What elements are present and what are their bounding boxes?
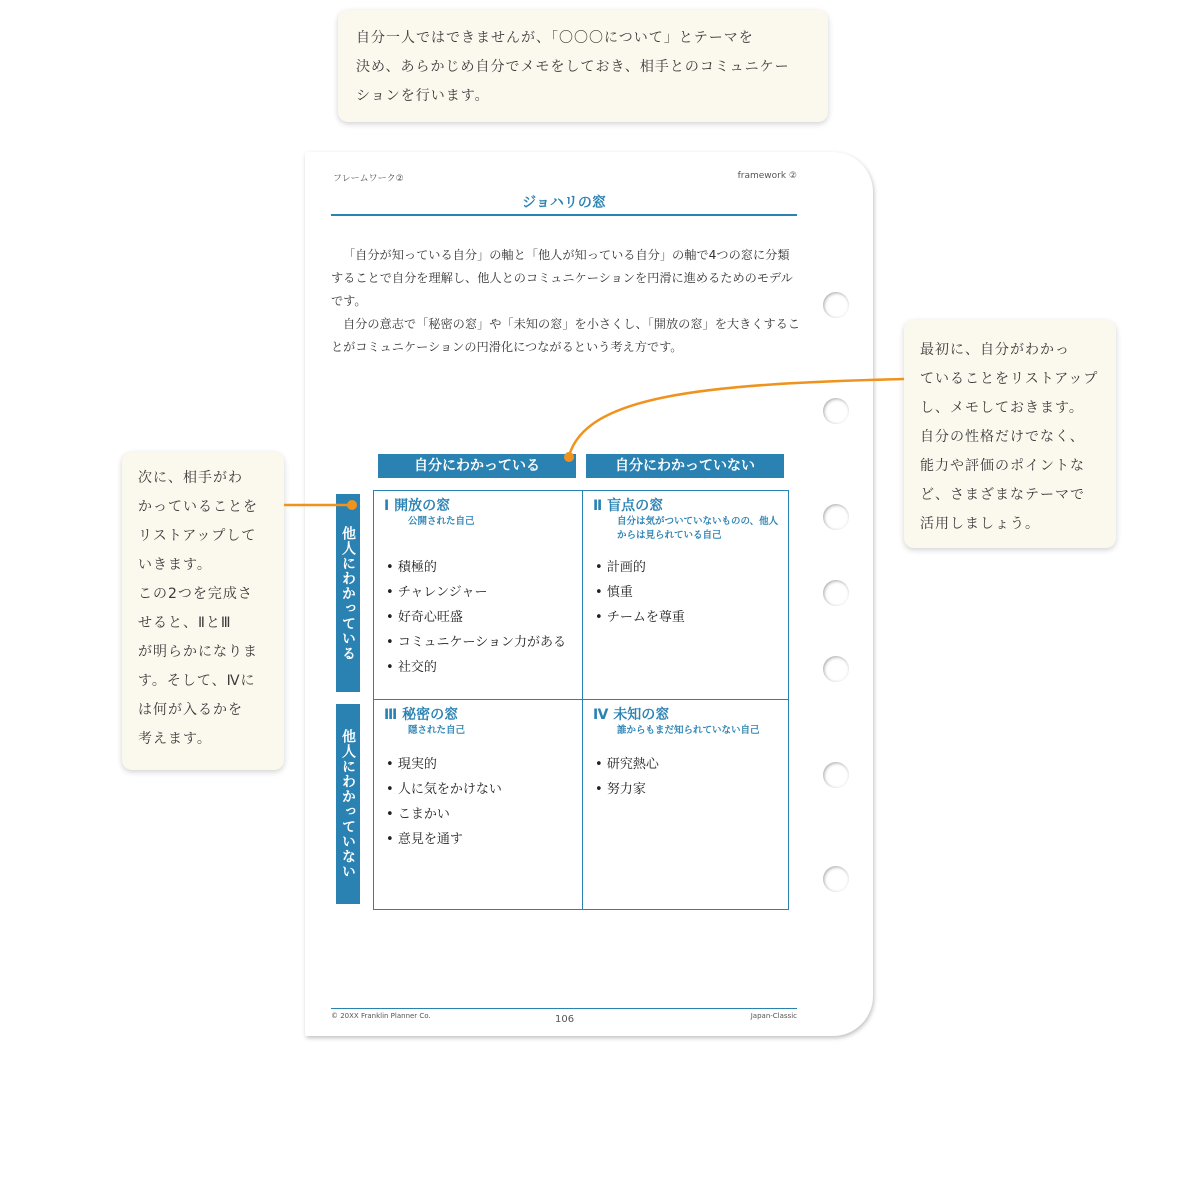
note-left-line: かっていることを [138, 499, 258, 515]
cell-title: Ⅱ 盲点の窓 [593, 498, 664, 514]
cell-subtitle: 隠された自己 [408, 725, 466, 736]
page-title: ジョハリの窓 [522, 195, 606, 211]
note-right-line: 最初に、自分がわかっ [920, 342, 1070, 358]
note-right-line: ていることをリストアップ [920, 371, 1099, 387]
list-item: • チャレンジャー [386, 580, 566, 605]
note-left-line: は何が入るかを [138, 702, 243, 718]
note-top-line: ションを行います。 [356, 88, 490, 104]
note-left-line: この2つを完成さ [138, 586, 253, 602]
list-item: • 社交的 [386, 655, 566, 680]
row-head-known: 他人にわかっている [336, 494, 360, 692]
list-item: • 慎重 [595, 580, 685, 605]
list-item: • コミュニケーション力がある [386, 630, 566, 655]
col-head-unknown: 自分にわかっていない [586, 454, 784, 478]
list-item: • こまかい [386, 802, 502, 827]
note-right-line: 活用しましょう。 [920, 516, 1040, 532]
note-left-line: 考えます。 [138, 731, 212, 747]
cell-subtitle: 自分は気がついていないものの、他人からは見られている自己 [617, 516, 779, 541]
note-top-line: 自分一人ではできませんが、「〇〇〇について」とテーマを [356, 30, 754, 46]
edition-label: Japan-Classic [750, 1012, 797, 1020]
cell-subtitle: 公開された自己 [408, 516, 475, 527]
list-item: • 好奇心旺盛 [386, 605, 566, 630]
list-item: • 研究熱心 [595, 752, 659, 777]
cell-title: Ⅰ 開放の窓 [384, 498, 451, 514]
list-item: • 意見を通す [386, 827, 502, 852]
list-item: • 積極的 [386, 555, 566, 580]
note-right-line: 能力や評価のポイントな [920, 458, 1085, 474]
col-head-known: 自分にわかっている [378, 454, 576, 478]
note-left-line: す。そして、Ⅳに [138, 673, 256, 689]
note-right-line: 自分の性格だけでなく、 [920, 429, 1085, 445]
header-left: フレームワーク② [333, 174, 404, 184]
page-number: 106 [555, 1014, 575, 1025]
cell-subtitle: 誰からもまだ知られていない自己 [617, 725, 760, 736]
list-item: • 努力家 [595, 777, 659, 802]
list-item: • 人に気をかけない [386, 777, 502, 802]
note-right-line: ど、さまざまなテーマで [920, 487, 1085, 503]
note-top-line: 決め、あらかじめ自分でメモをしておき、相手とのコミュニケー [356, 59, 790, 75]
row-head-unknown: 他人にわかっていない [336, 704, 360, 904]
cell-title: Ⅳ 未知の窓 [593, 707, 670, 723]
note-left-line: リストアップして [138, 528, 257, 544]
list-item: • チームを尊重 [595, 605, 685, 630]
paragraph: 「自分が知っている自分」の軸と「他人が知っている自分」の軸で4つの窓に分類することで自分を理解し、他人とのコミュニケーションを円滑に進めるためのモデルです。 [331, 248, 793, 308]
copyright: © 20XX Franklin Planner Co. [331, 1012, 431, 1020]
connector-dot [564, 452, 574, 462]
connector-right [569, 379, 904, 456]
note-left-line: が明らかになりま [138, 644, 258, 660]
connector-dot [347, 500, 357, 510]
list-item: • 現実的 [386, 752, 502, 777]
list-item: • 計画的 [595, 555, 685, 580]
note-left-line: せると、ⅡとⅢ [138, 615, 232, 631]
header-right: framework ② [737, 171, 797, 181]
note-right-line: し、メモしておきます。 [920, 400, 1084, 416]
paragraph: 自分の意志で「秘密の窓」や「未知の窓」を小さくし、「開放の窓」を大きくすることがコミュニケーションの円滑化につながるという考え方です。 [331, 317, 801, 354]
note-left-line: いきます。 [138, 557, 212, 573]
note-left-line: 次に、相手がわ [138, 470, 243, 486]
cell-title: Ⅲ 秘密の窓 [384, 707, 459, 723]
